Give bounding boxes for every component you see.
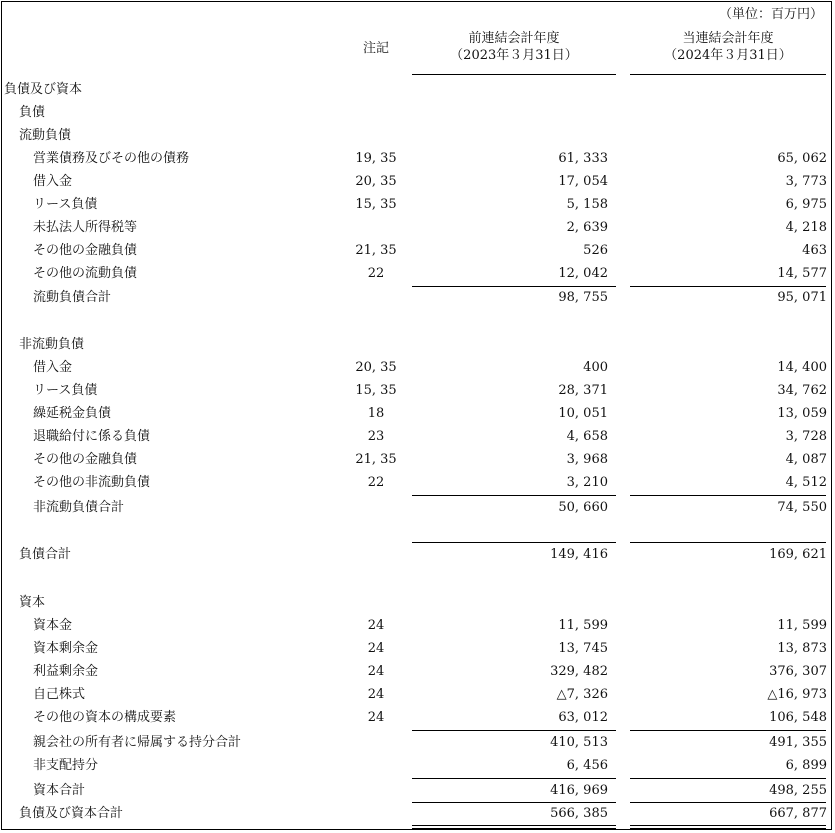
row-note: 24 <box>367 687 385 702</box>
row-note: 22 <box>367 475 385 490</box>
row-note: 24 <box>367 710 385 725</box>
row-label: 負債合計 <box>19 547 72 562</box>
row-label: 資本 <box>19 595 46 610</box>
row-value-previous: 2, 639 <box>566 220 608 235</box>
row-label: その他の流動負債 <box>33 266 138 281</box>
row-value-previous: 50, 660 <box>558 500 608 515</box>
row-value-current: △16, 973 <box>767 687 827 702</box>
row-value-current: 491, 355 <box>769 735 827 750</box>
row-note: 21, 35 <box>355 243 397 258</box>
row-value-previous: 526 <box>583 243 608 258</box>
row-value-previous: 3, 210 <box>566 475 608 490</box>
row-label: 利益剰余金 <box>33 664 99 679</box>
table-row <box>2 731 833 754</box>
row-value-previous: 11, 599 <box>558 618 608 633</box>
row-value-previous: 410, 513 <box>550 735 608 750</box>
grand-total-rule-previous-2 <box>412 828 616 829</box>
row-label: 資本合計 <box>33 783 86 798</box>
grand-total-rule-current-2 <box>630 828 826 829</box>
row-label: 借入金 <box>33 360 73 375</box>
row-label: リース負債 <box>33 197 98 212</box>
table-row <box>2 802 833 825</box>
row-label: リース負債 <box>33 383 98 398</box>
row-label: 流動負債合計 <box>33 290 112 305</box>
row-note: 15, 35 <box>355 383 397 398</box>
row-value-current: 4, 218 <box>785 220 827 235</box>
row-value-current: 6, 899 <box>785 758 827 773</box>
table-row <box>2 779 833 802</box>
table-row <box>2 286 833 309</box>
row-value-previous: 329, 482 <box>550 664 608 679</box>
row-value-current: 95, 071 <box>777 290 827 305</box>
row-value-previous: 12, 042 <box>558 266 608 281</box>
row-value-current: 498, 255 <box>769 783 827 798</box>
table-row <box>2 147 833 170</box>
row-note: 24 <box>367 641 385 656</box>
table-row <box>2 78 833 101</box>
table-row <box>2 683 833 706</box>
row-label: 退職給付に係る負債 <box>33 429 151 444</box>
row-note: 24 <box>367 664 385 679</box>
row-label: 流動負債 <box>19 128 72 143</box>
row-value-previous: 4, 658 <box>566 429 608 444</box>
table-row <box>2 754 833 777</box>
row-value-previous: 149, 416 <box>550 547 608 562</box>
row-label: 非流動負債 <box>19 337 85 352</box>
header-current-year <box>630 30 826 64</box>
row-label: その他の金融負債 <box>33 452 138 467</box>
row-label: 非流動負債合計 <box>33 500 125 515</box>
table-row <box>2 333 833 356</box>
header-rule-current <box>630 74 826 75</box>
balance-sheet-table <box>1 1 832 830</box>
header-current-year-date: （2024年３月31日） <box>664 48 792 63</box>
table-row <box>2 101 833 124</box>
row-value-current: 34, 762 <box>777 383 827 398</box>
table-row <box>2 356 833 379</box>
row-label: 非支配持分 <box>33 758 99 773</box>
row-value-current: 74, 550 <box>777 500 827 515</box>
row-value-current: 3, 773 <box>785 174 827 189</box>
row-label: 営業債務及びその他の債務 <box>33 151 190 166</box>
row-value-previous: 98, 755 <box>558 290 608 305</box>
row-value-previous: 10, 051 <box>558 406 608 421</box>
row-note: 24 <box>367 618 385 633</box>
header-previous-year <box>412 30 616 64</box>
row-value-previous: 61, 333 <box>558 151 608 166</box>
table-row <box>2 543 833 566</box>
header-note: 注記 <box>362 41 389 56</box>
header-previous-year-date: （2023年３月31日） <box>450 48 578 63</box>
row-note: 20, 35 <box>355 174 397 189</box>
row-value-current: 11, 599 <box>777 618 827 633</box>
row-value-current: 14, 577 <box>777 266 827 281</box>
row-value-current: 4, 512 <box>785 475 827 490</box>
table-row <box>2 496 833 519</box>
row-note: 15, 35 <box>355 197 397 212</box>
row-note: 19, 35 <box>355 151 397 166</box>
row-note: 23 <box>367 429 385 444</box>
row-value-current: 6, 975 <box>785 197 827 212</box>
row-value-previous: 13, 745 <box>558 641 608 656</box>
row-label: その他の金融負債 <box>33 243 138 258</box>
row-value-previous: 400 <box>583 360 608 375</box>
table-row <box>2 448 833 471</box>
row-label: 親会社の所有者に帰属する持分合計 <box>33 735 242 750</box>
table-row <box>2 591 833 614</box>
table-row <box>2 379 833 402</box>
row-label: その他の資本の構成要素 <box>33 710 177 725</box>
header-rule-previous <box>412 74 616 75</box>
row-label: 未払法人所得税等 <box>33 220 138 235</box>
row-value-previous: 28, 371 <box>558 383 608 398</box>
row-value-current: 463 <box>802 243 827 258</box>
row-note: 18 <box>367 406 385 421</box>
row-value-current: 4, 087 <box>785 452 827 467</box>
row-value-current: 376, 307 <box>769 664 827 679</box>
row-label: 資本剰余金 <box>33 641 99 656</box>
row-value-previous: 566, 385 <box>550 806 608 821</box>
table-row <box>2 239 833 262</box>
row-note: 20, 35 <box>355 360 397 375</box>
row-label: 負債 <box>19 105 46 120</box>
row-value-previous: 3, 968 <box>566 452 608 467</box>
row-value-current: 13, 059 <box>777 406 827 421</box>
row-value-previous: 17, 054 <box>558 174 608 189</box>
table-row <box>2 402 833 425</box>
row-value-current: 3, 728 <box>785 429 827 444</box>
table-row <box>2 216 833 239</box>
table-row <box>2 614 833 637</box>
header-current-year-title: 当連結会計年度 <box>682 31 774 46</box>
row-label: 自己株式 <box>33 687 86 702</box>
row-label: 繰延税金負債 <box>33 406 112 421</box>
row-value-previous: 416, 969 <box>550 783 608 798</box>
row-value-current: 65, 062 <box>777 151 827 166</box>
header-previous-year-title: 前連結会計年度 <box>468 31 560 46</box>
row-label: 負債及び資本 <box>4 82 83 97</box>
table-row <box>2 124 833 147</box>
row-label: 資本金 <box>33 618 73 633</box>
row-value-current: 106, 548 <box>769 710 827 725</box>
table-row <box>2 193 833 216</box>
grand-total-rule-current-1 <box>630 825 826 826</box>
table-row <box>2 637 833 660</box>
table-row <box>2 262 833 285</box>
row-label: その他の非流動負債 <box>33 475 151 490</box>
row-label: 負債及び資本合計 <box>19 806 124 821</box>
table-row <box>2 170 833 193</box>
table-row <box>2 706 833 729</box>
row-value-previous: 5, 158 <box>566 197 608 212</box>
table-row <box>2 471 833 494</box>
row-value-previous: 63, 012 <box>558 710 608 725</box>
row-value-current: 13, 873 <box>777 641 827 656</box>
row-note: 22 <box>367 266 385 281</box>
table-row <box>2 660 833 683</box>
unit-label: （単位：百万円） <box>718 7 823 22</box>
row-value-previous: △7, 326 <box>556 687 608 702</box>
row-note: 21, 35 <box>355 452 397 467</box>
row-value-previous: 6, 456 <box>566 758 608 773</box>
row-value-current: 667, 877 <box>769 806 827 821</box>
row-label: 借入金 <box>33 174 73 189</box>
row-value-current: 169, 621 <box>769 547 827 562</box>
table-row <box>2 425 833 448</box>
row-value-current: 14, 400 <box>777 360 827 375</box>
grand-total-rule-previous-1 <box>412 825 616 826</box>
